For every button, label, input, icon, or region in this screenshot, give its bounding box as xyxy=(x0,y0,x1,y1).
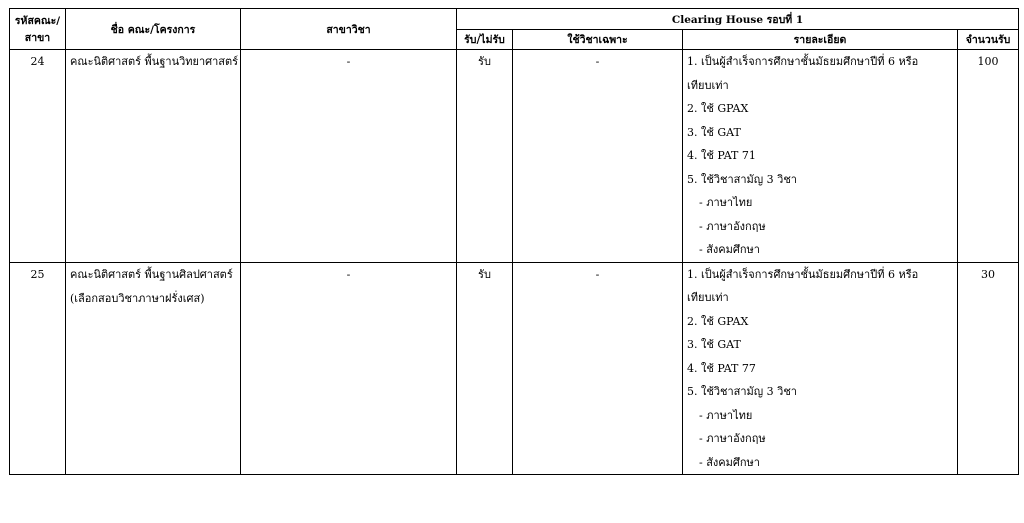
detail-line: 2. ใช้ GPAX xyxy=(687,102,749,115)
table-row xyxy=(10,262,1019,475)
header-detail: รายละเอียด xyxy=(683,30,958,50)
row-detail xyxy=(683,50,958,263)
header-clearing-house: Clearing House รอบที่ 1 xyxy=(457,9,1019,30)
row-code: 25 xyxy=(10,262,66,475)
detail-subline: - สังคมศึกษา xyxy=(699,243,760,256)
row-accept: รับ xyxy=(457,50,513,263)
row-detail xyxy=(683,262,958,475)
detail-line: 1. เป็นผู้สำเร็จการศึกษาชั้นมัธยมศึกษาปีที่ 6 หรือ xyxy=(687,55,919,68)
detail-line: 2. ใช้ GPAX xyxy=(687,314,749,328)
row-name-line: คณะนิติศาสตร์ พื้นฐานศิลปศาสตร์ xyxy=(70,267,233,281)
detail-line: 1. เป็นผู้สำเร็จการศึกษาชั้นมัธยมศึกษาปีที่ 6 หรือ xyxy=(687,267,919,281)
admission-table xyxy=(9,8,1019,475)
header-count: จำนวนรับ xyxy=(958,30,1019,50)
header-special-subject: ใช้วิชาเฉพาะ xyxy=(513,30,683,50)
detail-subline: - สังคมศึกษา xyxy=(699,455,760,469)
detail-line: เทียบเท่า xyxy=(687,78,729,92)
row-count: 100 xyxy=(958,50,1019,263)
table-row xyxy=(10,50,1019,263)
row-accept: รับ xyxy=(457,262,513,475)
header-name: ชื่อ คณะ/โครงการ xyxy=(66,9,241,50)
detail-line: 4. ใช้ PAT 77 xyxy=(687,361,756,375)
detail-subline: - ภาษาไทย xyxy=(699,196,753,209)
detail-line: เทียบเท่า xyxy=(687,291,729,304)
detail-subline: - ภาษาอังกฤษ xyxy=(699,432,766,445)
detail-line: 4. ใช้ PAT 71 xyxy=(687,149,756,162)
detail-line: 5. ใช้วิชาสามัญ 3 วิชา xyxy=(687,385,797,398)
detail-subline: - ภาษาไทย xyxy=(699,408,753,422)
row-major: - xyxy=(241,50,457,263)
header-code: รหัสคณะ/สาขา xyxy=(10,9,66,50)
detail-line: 3. ใช้ GAT xyxy=(687,338,741,351)
header-major: สาขาวิชา xyxy=(241,9,457,50)
row-name xyxy=(66,50,241,263)
row-special-subject: - xyxy=(513,262,683,475)
row-count: 30 xyxy=(958,262,1019,475)
detail-line: 3. ใช้ GAT xyxy=(687,125,741,139)
row-special-subject: - xyxy=(513,50,683,263)
row-code: 24 xyxy=(10,50,66,263)
row-name-line: (เลือกสอบวิชาภาษาฝรั่งเศส) xyxy=(70,291,205,305)
detail-line: 5. ใช้วิชาสามัญ 3 วิชา xyxy=(687,172,797,186)
row-name-line: คณะนิติศาสตร์ พื้นฐานวิทยาศาสตร์ xyxy=(70,55,239,68)
detail-subline: - ภาษาอังกฤษ xyxy=(699,219,766,233)
row-name xyxy=(66,262,241,475)
header-accept: รับ/ไม่รับ xyxy=(457,30,513,50)
row-major: - xyxy=(241,262,457,475)
